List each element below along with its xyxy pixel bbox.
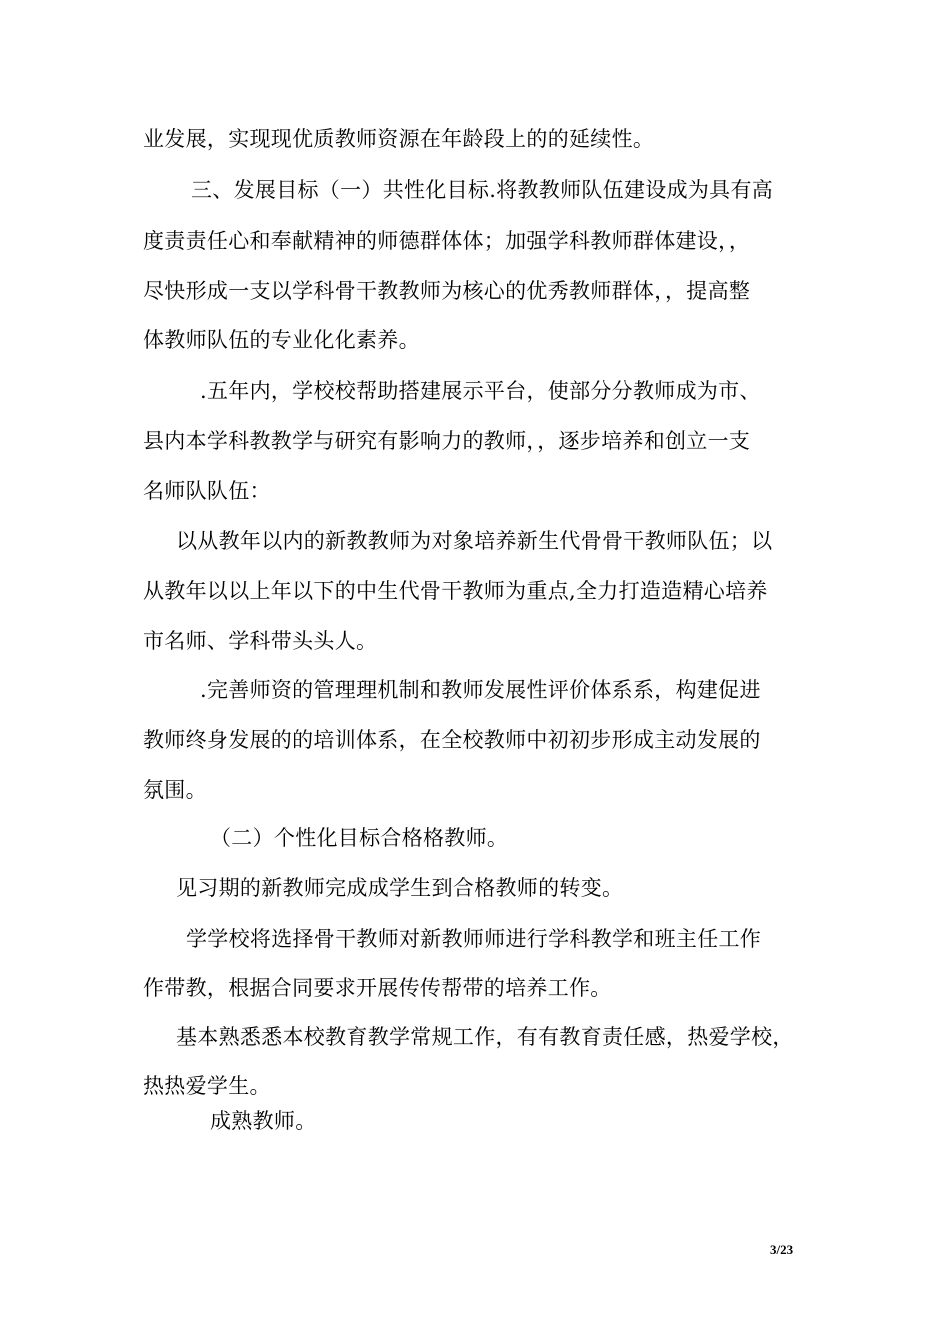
text-line: 县内本学科教教学与研究有影响力的教师，，逐步培养和创立一支 — [143, 429, 751, 453]
text-line: .完善师资的管理理机制和教师发展性评价体系系，构建促进 — [200, 678, 761, 702]
text-line: 基本熟悉悉本校教育教学常规工作，有有教育责任感，热爱学校， — [176, 1025, 794, 1049]
text-line: 作带教，根据合同要求开展传传帮带的培养工作。 — [143, 976, 612, 1000]
text-line: 教师终身发展的的培训体系，在全校教师中初初步形成主动发展的 — [143, 728, 761, 752]
text-line: 尽快形成一支以学科骨干教教师为核心的优秀教师群体，，提高整 — [143, 279, 751, 303]
text-line: 市名师、学科带头头人。 — [143, 629, 378, 653]
text-line: 从教年以以上年以下的中生代骨干教师为重点,全力打造造精心培养 — [143, 579, 768, 603]
text-line: 度责责任心和奉献精神的师德群体体；加强学科教师群体建设，， — [143, 229, 751, 253]
text-line: 业发展，实现现优质教师资源在年龄段上的的延续性。 — [143, 127, 655, 151]
section-heading-line: 三、发展目标（一）共性化目标.将教教师队伍建设成为具有高 — [191, 178, 774, 202]
section-heading-line: （二）个性化目标合格格教师。 — [210, 826, 509, 850]
text-line: 氛围。 — [143, 778, 207, 802]
text-line: 见习期的新教师完成成学生到合格教师的转变。 — [176, 876, 624, 900]
text-line: 成熟教师。 — [210, 1109, 317, 1133]
text-line: 学学校将选择骨干教师对新教师师进行学科教学和班主任工作 — [186, 927, 762, 951]
text-line: 名师队队伍： — [143, 479, 271, 503]
page-number: 3/23 — [770, 1242, 794, 1257]
text-line: .五年内，学校校帮助搭建展示平台，使部分分教师成为市、 — [200, 379, 761, 403]
text-line: 热热爱学生。 — [143, 1074, 271, 1098]
text-line: 以从教年以内的新教教师为对象培养新生代骨骨干教师队伍；以 — [176, 529, 773, 553]
text-line: 体教师队伍的专业化化素养。 — [143, 328, 420, 352]
